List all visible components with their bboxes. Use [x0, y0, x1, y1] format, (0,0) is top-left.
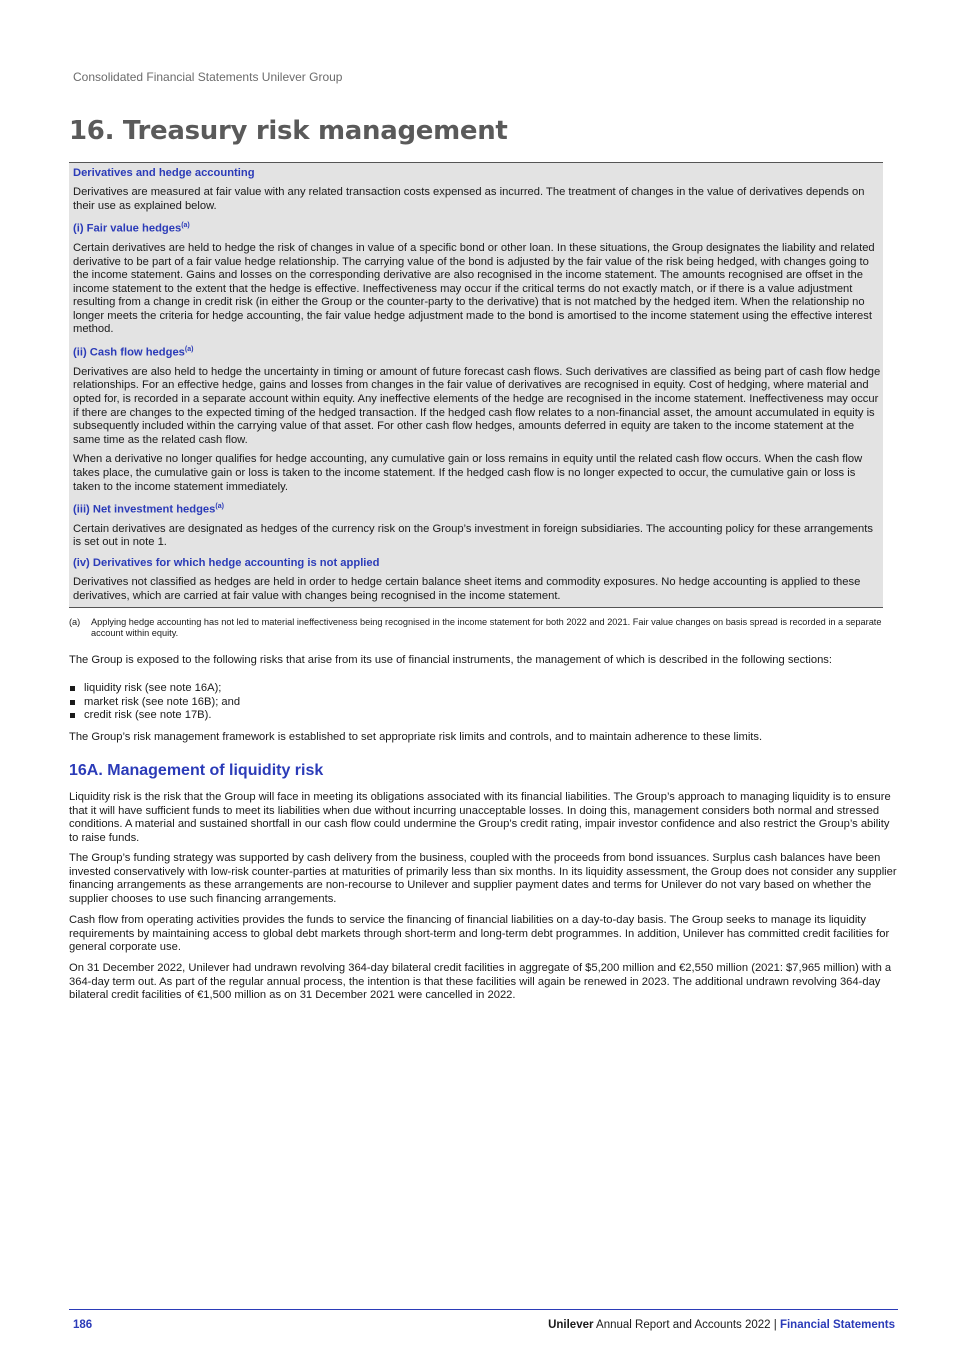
page-number: 186 — [73, 1319, 93, 1331]
policy-intro-text: Derivatives are measured at fair value with any related transaction costs expensed as incurred. The treatment of changes in the value of derivatives depends on their use as explained below. — [73, 186, 865, 212]
cash-flow-hedges-text: Derivatives are also held to hedge the uncertainty in timing or amount of future forecast cash flows. Such derivatives are classified as being part of cash flow hedge relationships. For an effective hedge, gains and losses from changes in the fair value of derivatives are recognised in equity. Cost of hedging, where material and opted for, is recorded in a separate account within equity. Any ineffective elements of the hedge are recognised in the income statement. Ineffectiveness may occur if there are changes to the expected timing of the hedged transaction. If the hedged cash flow relates to a non-financial asset, the amount accumulated in equity is subsequently included within the carrying value of that asset. For other cash flow hedges, amounts deferred in equity are taken to the income statement at the same time as the related cash flow. — [73, 365, 881, 446]
page-title: 16. Treasury risk management — [69, 116, 508, 146]
risk-list — [69, 682, 240, 723]
list-item-text: liquidity risk (see note 16A); — [84, 682, 222, 694]
footnote-marker: (a) — [69, 617, 81, 627]
footer-brand: Unilever — [548, 1319, 594, 1331]
risks-intro-text: The Group is exposed to the following risks that arise from its use of financial instruments, the management of which is described in the following sections: — [69, 654, 832, 666]
footer-section-link[interactable]: Financial Statements — [779, 1319, 895, 1331]
cash-flow-hedges-heading — [73, 343, 883, 360]
cash-flow-hedges-label: (ii) Cash flow hedges — [73, 346, 185, 359]
footnote-reference: (a) — [184, 346, 194, 354]
fair-value-hedges-heading — [73, 219, 883, 236]
list-item-text: market risk (see note 16B); and — [84, 695, 241, 708]
list-item — [69, 709, 240, 723]
accounting-policy-box — [69, 162, 883, 608]
footnote-text: Applying hedge accounting has not led to material ineffectiveness being recognised in the income statement for both 2022 and 2021. Fair value changes on basis spread is recorded in a separate account within equity. — [91, 617, 882, 638]
running-header: Consolidated Financial Statements Unilever Group — [73, 70, 343, 84]
net-investment-hedges-label: (iii) Net investment hedges — [73, 503, 216, 516]
net-investment-hedges-text: Certain derivatives are designated as hedges of the currency risk on the Group’s investment in foreign subsidiaries. The accounting policy for these arrangements is set out in note 1. — [73, 522, 873, 549]
list-item-text: credit risk (see note 17B). — [84, 709, 212, 722]
footer-report-title — [548, 1319, 895, 1331]
bullet-icon — [70, 686, 75, 691]
policy-box-heading: Derivatives and hedge accounting — [73, 167, 255, 179]
list-item — [69, 682, 240, 696]
footer-divider — [69, 1309, 898, 1310]
fair-value-hedges-label: (i) Fair value hedges — [73, 222, 182, 235]
fair-value-hedges-text: Certain derivatives are held to hedge the risk of changes in value of a specific bond or other loan. In these situations, the Group designates the liability and related derivative to be part of a fair value hedge relationship. The carrying value of the bond is adjusted by the fair value of the risk being hedged, with changes going to the income statement. Gains and losses on the corresponding derivative are also recognised in the income statement. The amounts recognised are offset in the income statement to the extent that the hedge is effective. Ineffectiveness may occur if the critical terms do not exactly match, or if there is a value adjustment resulting from a change in credit risk (in either the Group or the counter-party to the derivative) that is not matched by the hedged item. When the relationship no longer meets the criteria for hedge accounting, the fair value hedge adjustment made to the bond is amortised to the income statement using the effective interest method. — [73, 241, 875, 336]
list-item — [69, 696, 240, 710]
liquidity-risk-heading: 16A. Management of liquidity risk — [69, 762, 324, 779]
footer-report-name: Annual Report and Accounts 2022 | — [593, 1319, 780, 1331]
bullet-icon — [70, 713, 75, 718]
footnote-reference: (a) — [181, 222, 190, 230]
cash-flow-hedges-text-continued: When a derivative no longer qualifies for hedge accounting, any cumulative gain or loss remains in equity until the related cash flow occurs. When the cash flow takes place, the cumulative gain or loss is taken to the income statement. If the hedged cash flow is no longer expected to occur, the cumulative gain or loss is taken to the income statement immediately. — [73, 453, 863, 493]
no-hedge-accounting-heading: (iv) Derivatives for which hedge accounting is not applied — [73, 557, 380, 570]
liquidity-paragraph: On 31 December 2022, Unilever had undrawn revolving 364-day bilateral credit facilities in aggregate of $5,200 million and €2,550 million (2021: $7,965 million) with a 364-day term out. As part of the regular annual process, the intention is that these facilities will again be renewed in 2023. The additional undrawn revolving 364-day bilateral credit facilities of €1,500 million as on 31 December 2021 were cancelled in 2022. — [69, 962, 892, 1002]
bullet-icon — [70, 700, 75, 705]
liquidity-paragraph: Liquidity risk is the risk that the Group will face in meeting its obligations associated with its financial liabilities. The Group’s approach to managing liquidity is to ensure that it will have sufficient funds to meet its liabilities when due without incurring unacceptable losses. In doing this, management considers both normal and stressed conditions. A material and sustained shortfall in our cash flow could undermine the Group’s credit rating, impair investor confidence and also restrict the Group’s ability to raise funds. — [69, 791, 891, 844]
liquidity-paragraph: Cash flow from operating activities provides the funds to service the financing of financial liabilities on a day-to-day basis. The Group seeks to manage its liquidity requirements by maintaining access to global debt markets through short-term and long-term debt programmes. In addition, Unilever has committed credit facilities for general corporate use. — [69, 914, 890, 954]
liquidity-paragraph: The Group’s funding strategy was supported by cash delivery from the business, coupled with the proceeds from bond issuances. Surplus cash balances have been invested conservatively with low-risk counter-parties at maturities of primarily less than six months. In its liquidity assessment, the Group does not consider any supplier financing arrangements as these arrangements are non-recourse to Unilever and supplier payment dates and terms for Unilever do not vary based on whether the supplier chooses to use such financing arrangements. — [69, 852, 897, 905]
footnote-reference: (a) — [215, 503, 224, 511]
footnote — [69, 617, 889, 639]
net-investment-hedges-heading — [73, 500, 883, 517]
risk-framework-text: The Group’s risk management framework is established to set appropriate risk limits and controls, and to maintain adherence to these limits. — [69, 731, 763, 743]
no-hedge-accounting-text: Derivatives not classified as hedges are held in order to hedge certain balance sheet items and commodity exposures. No hedge accounting is applied to these derivatives, which are carried at fair value with changes being recognised in the income statement. — [73, 576, 861, 602]
